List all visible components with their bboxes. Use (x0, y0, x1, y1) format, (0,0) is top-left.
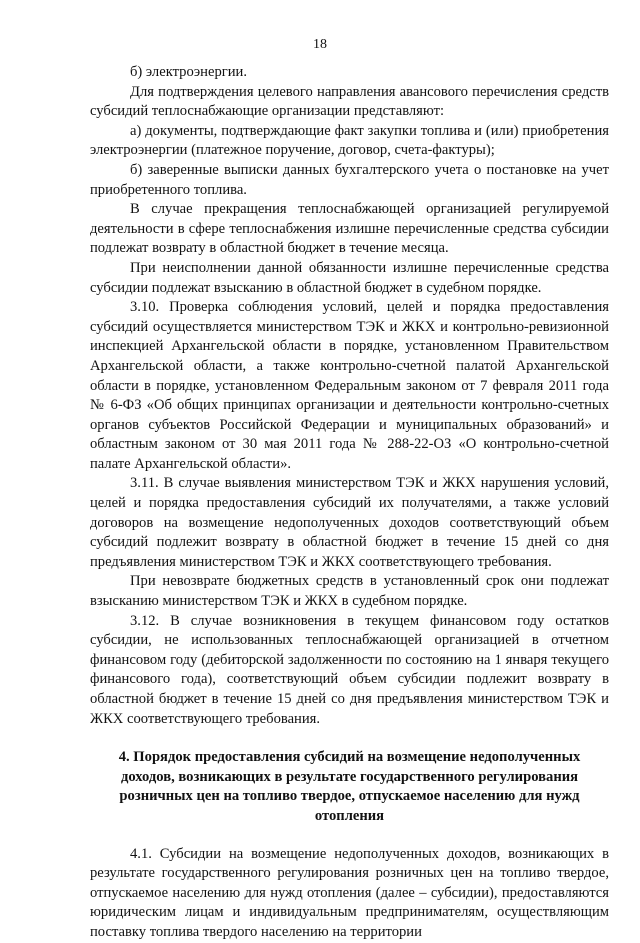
paragraph-confirmation-intro: Для подтверждения целевого направления авансового перечисления средств субсидий теплоснабжающие организации представляют: (90, 83, 609, 120)
paragraph-electricity: б) электроэнергии. (130, 64, 248, 80)
paragraph-non-return: При невозврате бюджетных средств в установленный срок они подлежат взысканию министерством ТЭК и ЖКХ в судебном порядке. (90, 573, 609, 610)
page-number: 18 (313, 37, 327, 52)
paragraph-termination-refund: В случае прекращения теплоснабжающей организацией регулируемой деятельности в сфере теплоснабжения излишне перечисленные средства субсидии подлежат возврату в областной бюджет в течение месяца. (90, 201, 609, 257)
paragraph-clause-4-1: 4.1. Субсидии на возмещение недополученных доходов, возникающих в результате государственного регулирования розничных цен на топливо твердое, отпускаемое населению для нужд отопления (далее – субсидии), предоставляются юридическим лицам и индивидуальным предпринимателям, осуществляющим поставку топлива твердого населению на территории (90, 845, 609, 940)
paragraph-clause-3-11: 3.11. В случае выявления министерством ТЭК и ЖКХ нарушения условий, целей и порядка предоставления субсидий их получателями, а также условий договоров на возмещение недополученных доходов соответствующий объем субсидий подлежит возврату в областной бюджет в течение 15 дней со дня предъявления министерством ТЭК и ЖКХ соответствующего требования. (90, 475, 609, 570)
page-body (90, 63, 609, 943)
paragraph-clause-3-10: 3.10. Проверка соблюдения условий, целей и порядка предоставления субсидий осуществляется министерством ТЭК и ЖКХ и контрольно-ревизионной инспекцией Архангельской области в порядке, установленном Правительством Архангельской области, а также контрольно-счетной палатой Архангельской области в порядке, установленном Федеральным законом от 7 февраля 2011 года № 6-ФЗ «Об общих принципах организации и деятельности контрольно-счетных органов субъектов Российской Федерации и муниципальных образований» и областным законом от 30 мая 2011 года № 288-22-ОЗ «О контрольно-счетной палате Архангельской области». (90, 299, 609, 472)
paragraph-clause-3-12: 3.12. В случае возникновения в текущем финансовом году остатков субсидии, не использованных теплоснабжающей организацией в отчетном финансовом году (дебиторской задолженности по состоянию на 1 января текущего финансового года), соответствующий объем субсидии подлежит возврату в областной бюджет в течение 15 дней со дня предъявления министерством ТЭК и ЖКХ соответствующего требования. (90, 612, 609, 727)
paragraph-item-b-statements: б) заверенные выписки данных бухгалтерского учета о постановке на учет приобретенного топлива. (90, 161, 609, 198)
paragraph-item-a-documents: а) документы, подтверждающие факт закупки топлива и (или) приобретения электроэнергии (платежное поручение, договор, счета-фактуры); (90, 122, 609, 159)
paragraph-court-recovery: При неисполнении данной обязанности излишне перечисленные средства субсидии подлежат взысканию в областной бюджет в судебном порядке. (90, 259, 609, 296)
section-heading: 4. Порядок предоставления субсидий на возмещение недополученных доходов, возникающих в результате государственного регулирования розничных цен на топливо твердое, отпускаемое населению для нужд отопления (118, 749, 581, 824)
